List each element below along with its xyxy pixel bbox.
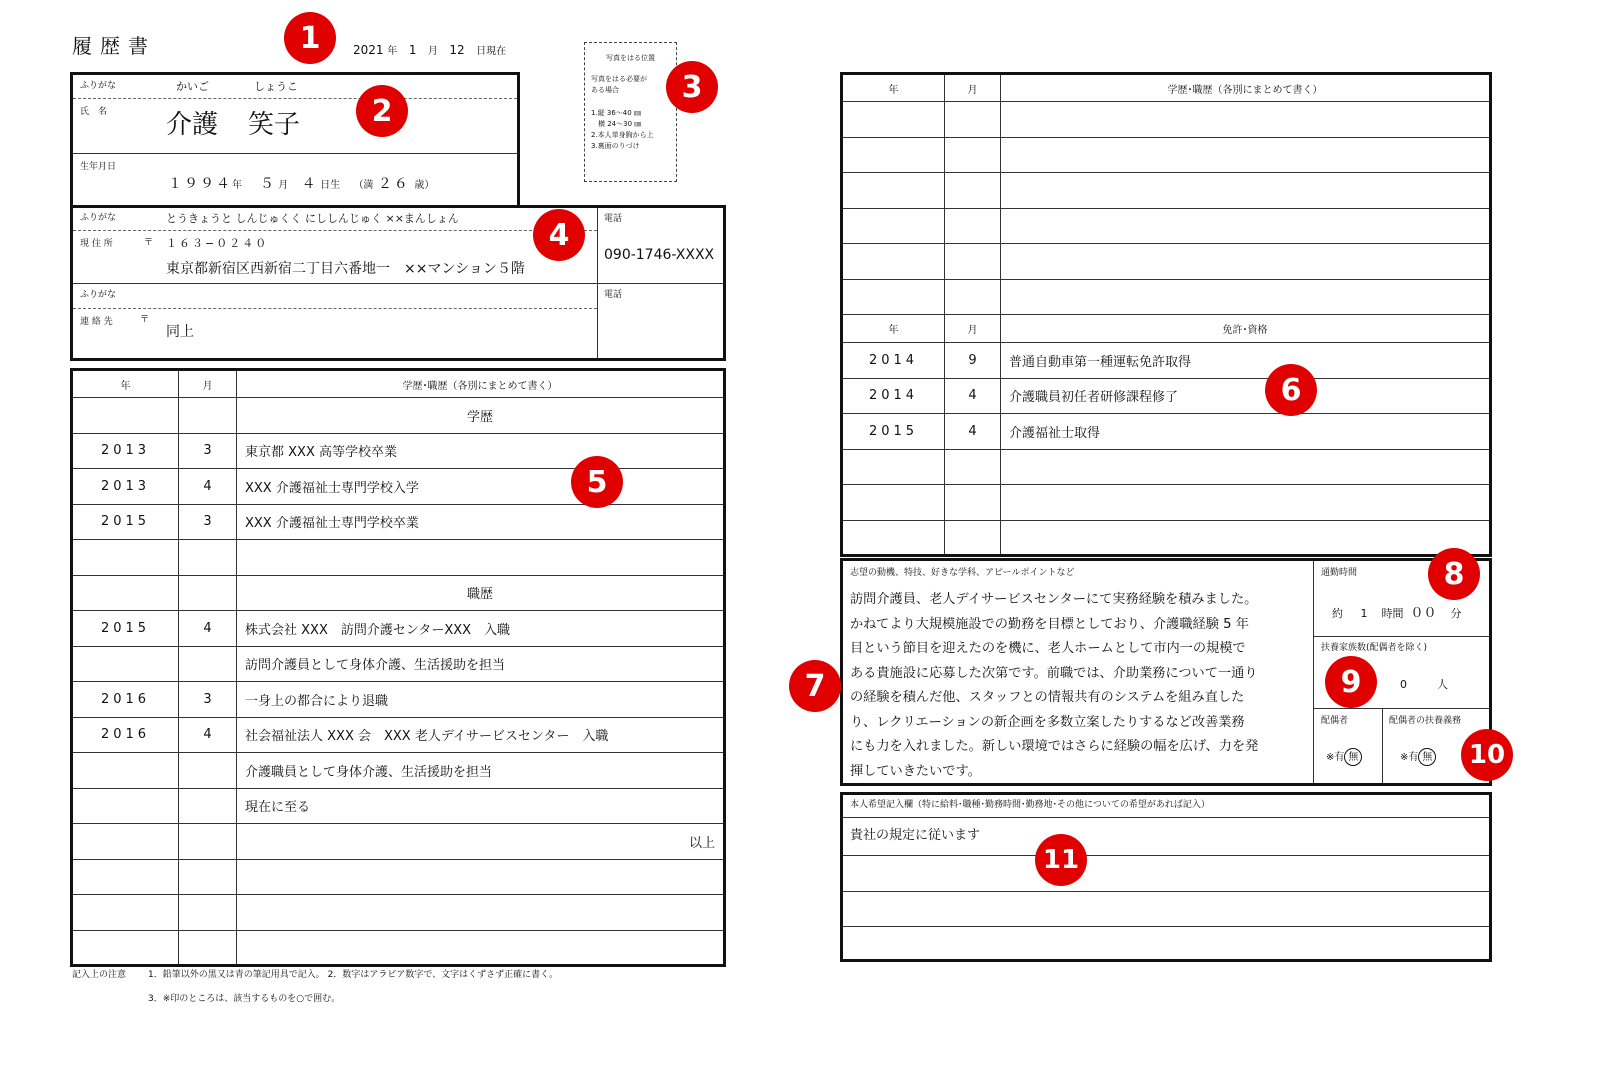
badge-4: 4 [533, 209, 585, 261]
dependents-unit: 人 [1437, 678, 1448, 691]
col-month-header: 月 [945, 74, 1001, 102]
given-name: 笑子 [248, 110, 301, 140]
table-header-row [72, 370, 725, 398]
empty-cell [842, 137, 945, 173]
row-month: 3 [179, 433, 237, 469]
col-month-header: 月 [179, 370, 237, 398]
commute-label: 通勤時間 [1321, 568, 1358, 578]
table-row [72, 682, 725, 718]
table-row [72, 788, 725, 824]
table-row [842, 173, 1491, 209]
license-name: 介護職員初任者研修課程修了 [1001, 378, 1491, 414]
row-year: 2015 [72, 611, 179, 647]
contact-furigana-label: ふりがな [80, 290, 117, 300]
commute-minutes: ００ [1410, 606, 1437, 621]
age-open: （満 [353, 180, 374, 191]
empty-cell [945, 137, 1001, 173]
notes-line-2: 3．※印のところは、該当するものを○で囲む。 [148, 994, 341, 1004]
phone-value: 090-1746-XXXX [604, 247, 715, 263]
row-month [179, 859, 237, 895]
license-name [1001, 520, 1491, 556]
table-row [72, 753, 725, 789]
row-month: 4 [179, 611, 237, 647]
table-row [72, 469, 725, 505]
badge-11: 11 [1035, 834, 1087, 886]
badge-5: 5 [571, 456, 623, 508]
table-row [842, 279, 1491, 315]
col-content-header: 学歴･職歴（各別にまとめて書く） [1001, 74, 1491, 102]
spouse-support-value [1400, 748, 1436, 766]
row-content [237, 930, 725, 966]
name-label: 氏 名 [80, 107, 108, 117]
spouse-mark: ※有 [1326, 752, 1345, 763]
row-year: 2013 [72, 469, 179, 505]
empty-cell [1001, 137, 1491, 173]
contact-phone-label: 電話 [604, 290, 623, 300]
motivation-line: 揮していきたいです。 [850, 763, 981, 779]
row-year [72, 540, 179, 576]
col-content-header: 学歴･職歴（各別にまとめて書く） [237, 370, 725, 398]
row-year: 2013 [72, 433, 179, 469]
date-month-unit: 月 [427, 46, 438, 57]
license-row [842, 449, 1491, 485]
table-row [72, 824, 725, 860]
motivation-line: の経験を積んだ他、スタッフとの情報共有のシステムを組み直した [850, 690, 1245, 705]
commute-value [1332, 602, 1462, 621]
license-year: 2014 [842, 378, 945, 414]
license-month: 4 [945, 414, 1001, 450]
spouse-support-selected-circle: 無 [1418, 748, 1436, 766]
birth-month: ５ [259, 176, 274, 192]
row-month [179, 575, 237, 611]
photo-spec: 1.縦 36〜40 ㎜ [591, 109, 641, 117]
license-col-month-header: 月 [945, 315, 1001, 343]
table-row [842, 102, 1491, 138]
row-year [72, 398, 179, 434]
empty-cell [945, 279, 1001, 315]
name-furigana-given: しょうこ [254, 80, 298, 93]
motivation-line: 訪問介護員、老人デイサービスセンターにて実務経験を積みました。 [850, 592, 1258, 607]
name-furigana-label: ふりがな [80, 81, 117, 91]
education-work-history-table [70, 368, 726, 967]
table-row [72, 575, 725, 611]
license-col-year-header: 年 [842, 315, 945, 343]
phone-label: 電話 [604, 214, 623, 224]
row-month [179, 540, 237, 576]
license-name: 普通自動車第一種運転免許取得 [1001, 343, 1491, 379]
row-content [237, 859, 725, 895]
spouse-support-label: 配偶者の扶養義務 [1389, 716, 1462, 726]
empty-cell [842, 208, 945, 244]
row-content: XXX 介護福祉士専門学校卒業 [237, 504, 725, 540]
empty-cell [945, 244, 1001, 280]
row-year [72, 646, 179, 682]
badge-2: 2 [356, 85, 408, 137]
row-year [72, 575, 179, 611]
badge-9: 9 [1325, 656, 1377, 708]
license-year [842, 520, 945, 556]
row-year [72, 788, 179, 824]
postal-code: １６３−０２４０ [166, 237, 269, 250]
table-row [72, 398, 725, 434]
birth-year: １９９４ [168, 176, 232, 192]
row-content: 株式会社 XXX 訪問介護センターXXX 入職 [237, 611, 725, 647]
spouse-selected-circle: 無 [1344, 748, 1362, 766]
contact-value: 同上 [166, 324, 194, 340]
license-month [945, 485, 1001, 521]
empty-cell [842, 244, 945, 280]
spouse-value [1326, 748, 1362, 766]
empty-cell [945, 173, 1001, 209]
license-row [842, 343, 1491, 379]
table-row [72, 930, 725, 966]
photo-spec: 横 24〜30 ㎜ [591, 120, 642, 128]
license-name [1001, 485, 1491, 521]
license-row [842, 378, 1491, 414]
row-content: 以上 [237, 824, 725, 860]
license-name: 介護福祉士取得 [1001, 414, 1491, 450]
birth-date [168, 173, 434, 193]
row-year [72, 824, 179, 860]
family-name: 介護 [166, 110, 219, 140]
notes-line-1: 1．鉛筆以外の黒又は青の筆記用具で記入。 2．数字はアラビア数字で、文字はくずさず正確に書く。 [148, 970, 558, 980]
table-row [72, 859, 725, 895]
birth-year-unit: 年 [232, 180, 242, 191]
photo-note: 写真をはる必要が ある場合 [591, 75, 647, 94]
license-row [842, 520, 1491, 556]
license-month [945, 449, 1001, 485]
row-content: 介護職員として身体介護、生活援助を担当 [237, 753, 725, 789]
table-row [842, 244, 1491, 280]
address-label: 現 住 所 [80, 239, 113, 249]
license-month: 4 [945, 378, 1001, 414]
row-month [179, 930, 237, 966]
badge-10: 10 [1461, 729, 1513, 781]
row-content: 訪問介護員として身体介護、生活援助を担当 [237, 646, 725, 682]
motivation-label: 志望の動機、特技、好きな学科、アピールポイントなど [850, 568, 1075, 578]
date-day: 12 [449, 43, 465, 57]
empty-cell [1001, 173, 1491, 209]
birth-day: ４ [301, 176, 316, 192]
license-year [842, 449, 945, 485]
row-content: 東京都 XXX 高等学校卒業 [237, 433, 725, 469]
license-header-row [842, 315, 1491, 343]
motivation-line: り、レクリエーションの新企画を多数立案したりするなど改善業務 [850, 714, 1245, 730]
row-month: 3 [179, 504, 237, 540]
row-content: 現在に至る [237, 788, 725, 824]
empty-cell [842, 279, 945, 315]
contact-label: 連 絡 先 [80, 317, 113, 327]
col-year-header: 年 [842, 74, 945, 102]
age-value: ２６ [377, 176, 410, 192]
table-row [72, 504, 725, 540]
table-header-row [842, 74, 1491, 102]
license-month [945, 520, 1001, 556]
row-month: 4 [179, 717, 237, 753]
row-month: 3 [179, 682, 237, 718]
motivation-line: 目という節目を迎えたのを機に、老人ホームとして市内一の規模で [850, 641, 1246, 656]
birth-day-unit: 日生 [320, 180, 341, 191]
dependents-count: 0 [1400, 678, 1407, 691]
birth-month-unit: 月 [278, 180, 289, 191]
dependents-label: 扶養家族数(配偶者を除く) [1321, 643, 1428, 653]
table-row [72, 895, 725, 931]
row-month [179, 398, 237, 434]
license-row [842, 485, 1491, 521]
license-year: 2014 [842, 343, 945, 379]
empty-cell [842, 102, 945, 138]
empty-cell [842, 173, 945, 209]
row-year [72, 930, 179, 966]
commute-hours-unit: 時間 [1381, 607, 1404, 620]
row-month: 4 [179, 469, 237, 505]
table-row [72, 646, 725, 682]
empty-cell [1001, 102, 1491, 138]
badge-8: 8 [1428, 548, 1480, 600]
address-value: 東京都新宿区西新宿二丁目六番地一 ××マンション５階 [166, 261, 525, 277]
date-line [353, 42, 506, 57]
license-name [1001, 449, 1491, 485]
badge-1: 1 [284, 12, 336, 64]
table-row [842, 208, 1491, 244]
license-col-content-header: 免許･資格 [1001, 315, 1491, 343]
row-year: 2015 [72, 504, 179, 540]
row-content [237, 540, 725, 576]
license-year [842, 485, 945, 521]
empty-cell [1001, 244, 1491, 280]
motivation-line: かねてより大規模施設での勤務を目標としており、介護職経験 5 年 [850, 616, 1249, 632]
badge-3: 3 [666, 61, 718, 113]
spouse-support-mark: ※有 [1400, 752, 1419, 763]
motivation-line: にも力を入れました。新しい環境ではさらに経験の幅を広げ、力を発 [850, 739, 1259, 754]
motivation-line: ある貴施設に応募した次第です。前職では、介助業務について一通り [850, 665, 1258, 681]
spouse-label: 配偶者 [1321, 716, 1349, 726]
date-year-unit: 年 [387, 46, 398, 57]
badge-6: 6 [1265, 364, 1317, 416]
contact-postal-mark: 〒 [140, 315, 150, 325]
row-month [179, 788, 237, 824]
table-row [842, 137, 1491, 173]
commute-prefix: 約 [1332, 607, 1343, 620]
row-content: 職歴 [237, 575, 725, 611]
date-day-suffix: 日現在 [476, 46, 507, 57]
empty-cell [1001, 279, 1491, 315]
table-row [72, 717, 725, 753]
row-month [179, 646, 237, 682]
history-continued-table [840, 72, 1492, 557]
address-furigana-label: ふりがな [80, 213, 117, 223]
license-row [842, 414, 1491, 450]
notes-label: 記入上の注意 [72, 970, 127, 980]
row-year [72, 895, 179, 931]
photo-spec: 2.本人単身胸から上 [591, 131, 654, 139]
row-year [72, 753, 179, 789]
postal-mark: 〒 [144, 238, 154, 248]
row-content: 社会福祉法人 XXX 会 XXX 老人デイサービスセンター 入職 [237, 717, 725, 753]
requests-label: 本人希望記入欄（特に給料･職種･勤務時間･勤務地･その他についての希望があれば記入） [850, 800, 1210, 810]
birth-label: 生年月日 [80, 162, 117, 172]
empty-cell [945, 102, 1001, 138]
address-furigana: とうきょうと しんじゅくく にししんじゅく ××まんしょん [166, 212, 459, 225]
document-title: 履歴書 [72, 34, 156, 58]
col-year-header: 年 [72, 370, 179, 398]
table-row [72, 433, 725, 469]
requests-value: 貴社の規定に従います [850, 828, 981, 843]
age-close: 歳） [414, 180, 435, 191]
row-year [72, 859, 179, 895]
row-month [179, 824, 237, 860]
photo-heading: 写真をはる位置 [606, 54, 655, 62]
empty-cell [1001, 208, 1491, 244]
badge-7: 7 [789, 660, 841, 712]
row-content [237, 895, 725, 931]
date-year: 2021 [353, 43, 384, 57]
row-year: 2016 [72, 717, 179, 753]
license-month: 9 [945, 343, 1001, 379]
commute-minutes-unit: 分 [1450, 607, 1462, 620]
photo-spec: 3.裏面のりづけ [591, 142, 640, 150]
photo-placeholder [584, 42, 677, 182]
row-month [179, 753, 237, 789]
row-content: XXX 介護福祉士専門学校入学 [237, 469, 725, 505]
row-year: 2016 [72, 682, 179, 718]
empty-cell [945, 208, 1001, 244]
row-month [179, 895, 237, 931]
date-month: 1 [408, 43, 417, 57]
commute-hours: 1 [1360, 607, 1368, 620]
table-row [72, 540, 725, 576]
table-row [72, 611, 725, 647]
name-furigana-family: かいご [176, 80, 209, 93]
motivation-text [850, 588, 1308, 784]
row-content: 学歴 [237, 398, 725, 434]
row-content: 一身上の都合により退職 [237, 682, 725, 718]
license-year: 2015 [842, 414, 945, 450]
